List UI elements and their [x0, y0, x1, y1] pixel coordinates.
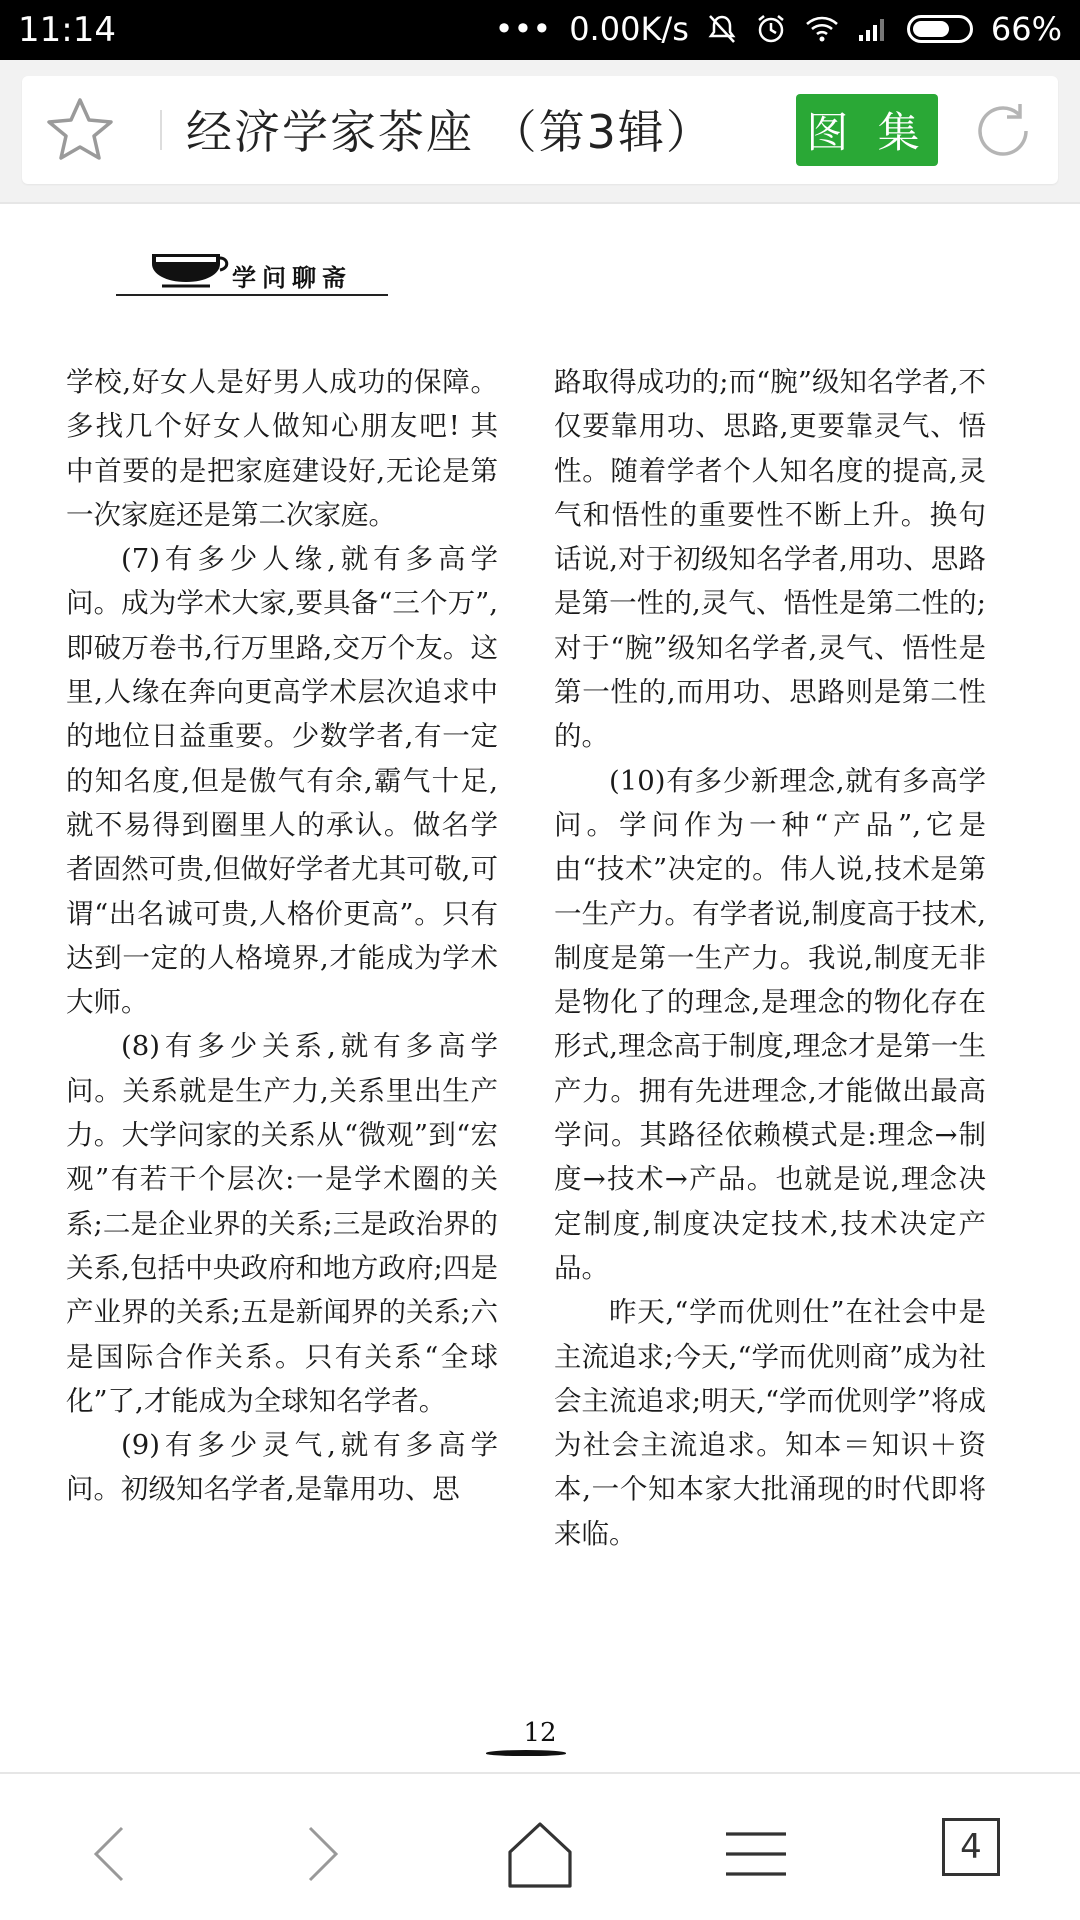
battery-percent: 66%: [990, 10, 1062, 48]
mute-bell-icon: [707, 13, 737, 45]
page-number: 12: [523, 1718, 557, 1748]
header-teacup-logo: [146, 246, 238, 292]
address-bar[interactable]: [22, 76, 1058, 184]
alarm-icon: [755, 13, 787, 45]
wifi-icon: [805, 15, 839, 43]
section-title: 学问聊斋: [232, 264, 352, 292]
paragraph: (9)有多少灵气,就有多高学问。初级知名学者,是靠用功、思: [66, 1429, 498, 1506]
section-underline: [116, 294, 388, 296]
battery-icon: [907, 15, 973, 43]
home-icon[interactable]: [500, 1814, 580, 1894]
more-dots-icon: •••: [494, 10, 552, 48]
paragraph: (7)有多少人缘,就有多高学问。成为学术大家,要具备“三个万”,即破万卷书,行万里路,交万个友。这里,人缘在奔向更高学术层次追求中的地位日益重要。少数学者,有一定的知名度,但是傲气有余,霸气十足,就不易得到圈里人的承认。做名学者固然可贵,但做好学者尤其可敬,可谓“出名诚可贵,人格价更高”。只有达到一定的人格境界,才能成为学术大师。: [66, 543, 498, 1019]
album-button[interactable]: 图 集: [796, 94, 938, 166]
address-separator: [160, 110, 162, 150]
status-icons: [495, 10, 1062, 48]
status-time: 11:14: [18, 10, 116, 50]
network-speed: 0.00K/s: [569, 10, 689, 48]
paragraph: 路取得成功的;而“腕”级知名学者,不仅要靠用功、思路,更要靠灵气、悟性。随着学者个人知名度的提高,灵气和悟性的重要性不断上升。换句话说,对于初级知名学者,用功、思路是第一性的,灵气、悟性是第二性的;对于“腕”级知名学者,灵气、悟性是第一性的,而用功、思路则是第二性的。: [554, 366, 986, 753]
bottom-navigation: [0, 1772, 1080, 1920]
forward-icon[interactable]: [282, 1814, 362, 1894]
refresh-icon[interactable]: [968, 96, 1038, 166]
back-icon[interactable]: [70, 1814, 150, 1894]
tab-switcher-button[interactable]: 4: [942, 1818, 1000, 1876]
paragraph: 学校,好女人是好男人成功的保障。多找几个好女人做知心朋友吧! 其中首要的是把家庭建设好,无论是第一次家庭还是第二次家庭。: [66, 366, 498, 531]
paragraph: 昨天,“学而优则仕”在社会中是主流追求;今天,“学而优则商”成为社会主流追求;明天,“学而优则学”将成为社会主流追求。知本＝知识＋资本,一个知本家大批涌现的时代即将来临。: [554, 1296, 986, 1550]
paragraph: (8)有多少关系,就有多高学问。关系就是生产力,关系里出生产力。大学问家的关系从“微观”到“宏观”有若干个层次:一是学术圈的关系;二是企业界的关系;三是政治界的关系,包括中央政府和地方政府;四是产业界的关系;五是新闻界的关系;六是国际合作关系。只有关系“全球化”了,才能成为全球知名学者。: [66, 1030, 498, 1417]
bookmark-star-icon[interactable]: [44, 94, 116, 166]
browser-toolbar: [0, 60, 1080, 202]
paragraph: (10)有多少新理念,就有多高学问。学问作为一种“产品”,它是由“技术”决定的。伟人说,技术是第一生产力。有学者说,制度高于技术,制度是第一生产力。我说,制度无非是物化了的理念,是理念的物化存在形式,理念高于制度,理念才是第一生产力。拥有先进理念,才能做出最高学问。其路径依赖模式是:理念→制度→技术→产品。也就是说,理念决定制度,制度决定技术,技术决定产品。: [554, 764, 986, 1284]
status-bar: [0, 0, 1080, 60]
page-title[interactable]: 经济学家茶座 （第3辑）: [186, 105, 714, 159]
signal-icon: [857, 15, 889, 43]
menu-icon[interactable]: [716, 1814, 796, 1894]
text-column-left: [66, 360, 498, 1512]
page-number-ornament: [486, 1750, 566, 1756]
text-column-right: [554, 360, 986, 1556]
